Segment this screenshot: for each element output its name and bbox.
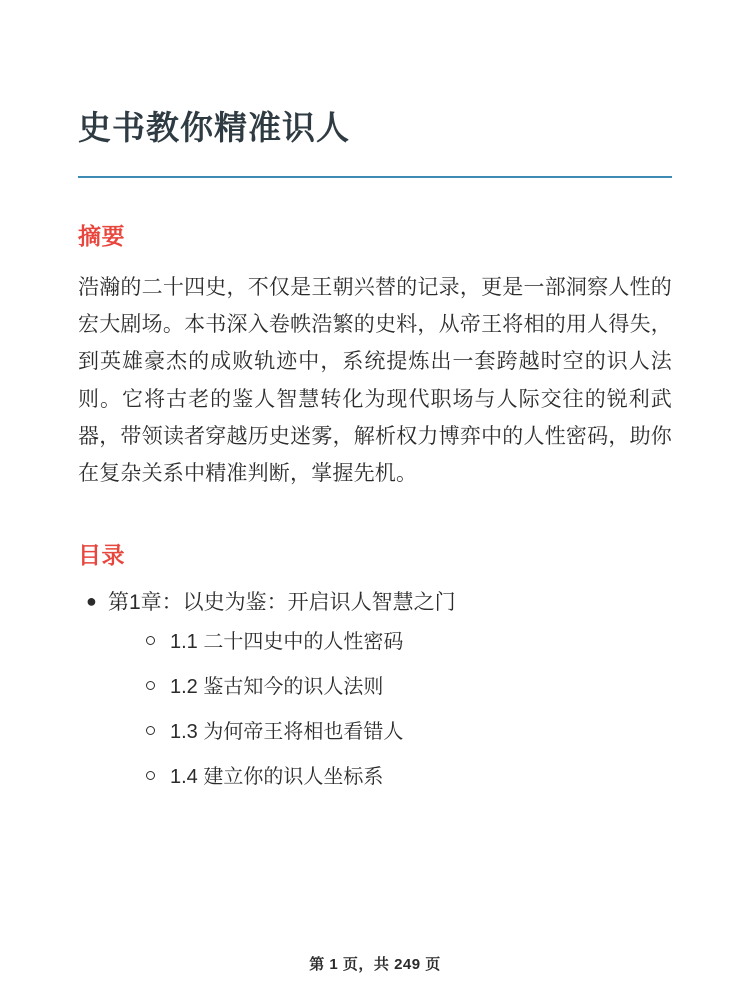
toc-section-item[interactable] [170, 717, 672, 748]
circle-outline-icon [146, 636, 155, 645]
toc-section-label: 1.3 为何帝王将相也看错人 [170, 721, 404, 744]
toc-section-item[interactable] [170, 762, 672, 793]
toc-list [78, 586, 672, 794]
circle-outline-icon [146, 726, 155, 735]
toc-section-label: 1.1 二十四史中的人性密码 [170, 631, 404, 654]
bullet-icon: ● [86, 590, 97, 611]
toc-section-label: 1.4 建立你的识人坐标系 [170, 766, 384, 789]
toc-heading: 目录 [78, 541, 125, 568]
toc-section-label: 1.2 鉴古知今的识人法则 [170, 676, 384, 699]
abstract-body: 浩瀚的二十四史，不仅是王朝兴替的记录，更是一部洞察人性的宏大剧场。本书深入卷帙浩繁的史料，从帝王将相的用人得失，到英雄豪杰的成败轨迹中，系统提炼出一套跨越时空的识人法则。它将古老的鉴人智慧转化为现代职场与人际交往的锐利武器，带领读者穿越历史迷雾，解析权力博弈中的人性密码，助你在复杂关系中精准判断，掌握先机。 [78, 275, 672, 486]
toc-section-item[interactable] [170, 627, 672, 658]
toc-chapter-label: 第1章：以史为鉴：开启识人智慧之门 [108, 590, 456, 614]
page-footer: 第 1 页，共 249 页 [309, 956, 441, 973]
circle-outline-icon [146, 771, 155, 780]
toc-chapter-item[interactable] [86, 586, 672, 794]
page-title: 史书教你精准识人 [78, 109, 350, 146]
abstract-heading: 摘要 [78, 222, 125, 249]
toc-sublist [108, 627, 672, 793]
circle-outline-icon [146, 681, 155, 690]
toc-section-item[interactable] [170, 672, 672, 703]
title-divider [78, 176, 672, 178]
